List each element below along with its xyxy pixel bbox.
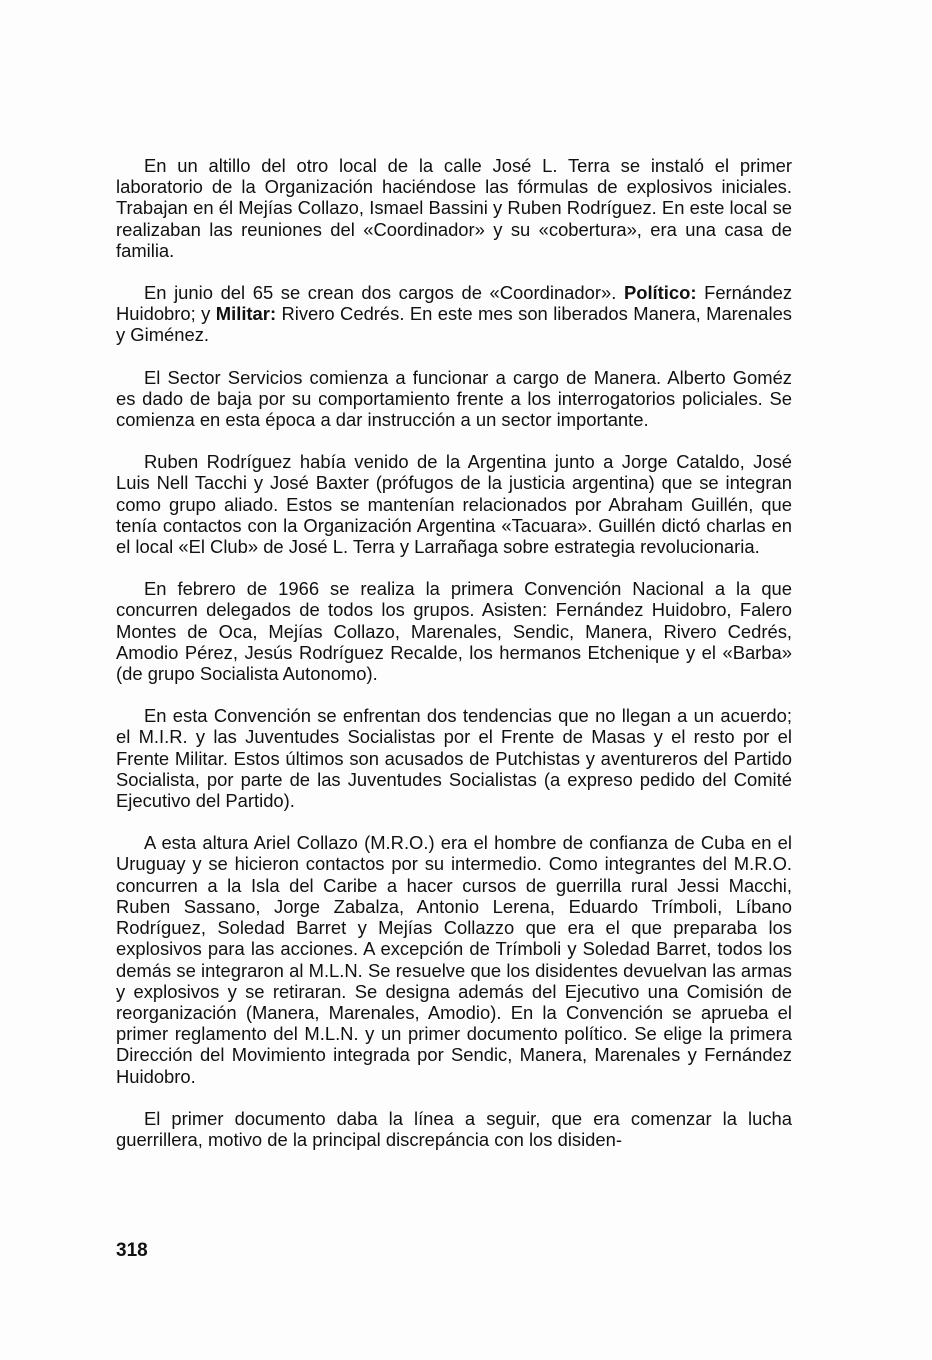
label-politico: Político: [623, 282, 697, 304]
label-militar: Militar: [215, 303, 277, 325]
paragraph-2-segment-5: Rivero Cedrés. En este mes son liberados Manera, Marenales y Giménez. [116, 303, 792, 346]
page-number: 318 [116, 1240, 148, 1261]
paragraph-1: En un altillo del otro local de la calle José L. Terra se instaló el primer laboratorio de la Organización haciéndose las fórmulas de explosivos iniciales. Trabajan en él Mejías Collazo, Ismael Bassini y Ruben Rodríguez. En este local se realizaban las reuniones del «Coordinador» y su «cobertura», era una casa de familia. [116, 155, 792, 261]
paragraph-6: En esta Convención se enfrentan dos tendencias que no llegan a un acuerdo; el M.I.R. y las Juventudes Socialistas por el Frente de Masas y el resto por el Frente Militar. Estos últimos son acusados de Putchistas y aventureros del Partido Socialista, por parte de las Juventudes Socialistas (a expreso pedido del Comité Ejecutivo del Partido). [116, 705, 792, 812]
paragraph-5: En febrero de 1966 se realiza la primera Convención Nacional a la que concurren delegados de todos los grupos. Asisten: Fernández Huidobro, Falero Montes de Oca, Mejías Collazo, Marenales, Sendic, Manera, Rivero Cedrés, Amodio Pérez, Jesús Rodríguez Recalde, los hermanos Etchenique y el «Barba» (de grupo Socialista Autonomo). [116, 578, 792, 685]
paragraph-7: A esta altura Ariel Collazo (M.R.O.) era el hombre de confianza de Cuba en el Uruguay y se hicieron contactos por su intermedio. Como integrantes del M.R.O. concurren a la Isla del Caribe a hacer cursos de guerrilla rural Jessi Macchi, Ruben Sassano, Jorge Zabalza, Antonio Lerena, Eduardo Trímboli, Líbano Rodríguez, Soledad Barret y Mejías Collazzo que era el que preparaba los explosivos para las acciones. A excepción de Trímboli y Soledad Barret, todos los demás se integraron al M.L.N. Se resuelve que los disidentes devuelvan las armas y explosivos y se retiraran. Se designa además del Ejecutivo una Comisión de reorganización (Manera, Marenales, Amodio). En la Convención se aprueba el primer reglamento del M.L.N. y un primer documento político. Se elige la primera Dirección del Movimiento integrada por Sendic, Manera, Marenales y Fernández Huidobro. [116, 832, 792, 1087]
paragraph-8: El primer documento daba la línea a seguir, que era comenzar la lucha guerrillera, motivo de la principal discrepáncia con los disiden- [116, 1107, 792, 1150]
paragraph-4: Ruben Rodríguez había venido de la Argentina junto a Jorge Cataldo, José Luis Nell Tacchi y José Baxter (prófugos de la justicia argentina) que se integran como grupo aliado. Estos se mantenían relacionados por Abraham Guillén, que tenía contactos con la Organización Argentina «Tacuara». Guillén dictó charlas en el local «El Club» de José L. Terra y Larrañaga sobre estrategia revolucionaria. [116, 451, 792, 558]
paragraph-2-segment-1: En junio del 65 se crean dos cargos de «Coordinador». [144, 282, 624, 304]
paragraph-3: El Sector Servicios comienza a funcionar a cargo de Manera. Alberto Goméz es dado de baja por su comportamiento frente a los interrogatorios policiales. Se comienza en esta época a dar instrucción a un sector importante. [116, 366, 792, 431]
paragraph-2 [116, 282, 792, 346]
body-text [116, 155, 792, 1171]
paragraph-2-segment-3: Fernández Huidobro; y [116, 282, 793, 325]
